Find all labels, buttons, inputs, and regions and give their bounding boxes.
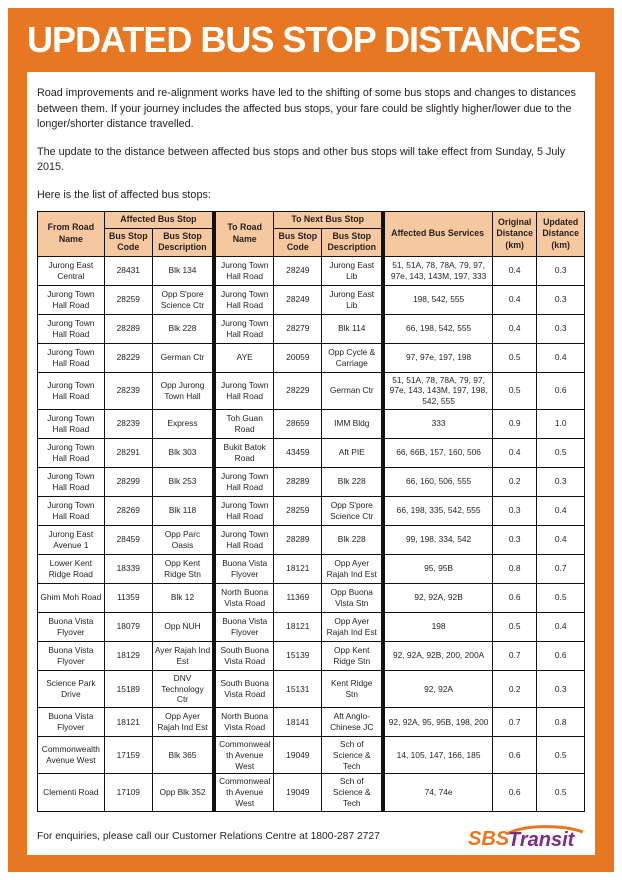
cell-to-next-description: Opp Cycle & Carriage [322, 343, 383, 372]
cell-original-km: 0.3 [493, 496, 537, 525]
cell-affected-description: Blk 12 [152, 583, 214, 612]
title-band [8, 8, 614, 72]
cell-affected-description: Blk 228 [152, 314, 214, 343]
intro-paragraph-3: Here is the list of affected bus stops: [37, 188, 211, 201]
cell-affected-description: Blk 253 [152, 467, 214, 496]
cell-affected-code: 15189 [104, 670, 152, 707]
header-updated-distance: Updated Distance (km) [537, 212, 585, 256]
cell-from-road-name: Commonwealth Avenue West [38, 737, 105, 774]
cell-original-km: 0.3 [493, 525, 537, 554]
header-affected-bus-stop-code: Bus Stop Code [104, 228, 152, 256]
cell-to-next-code: 18121 [274, 612, 322, 641]
cell-affected-description: Blk 118 [152, 496, 214, 525]
table-row [38, 285, 585, 314]
cell-updated-km: 0.5 [537, 438, 585, 467]
cell-to-road-name: Jurong Town Hall Road [214, 467, 274, 496]
cell-affected-description: Blk 365 [152, 737, 214, 774]
table-row [38, 554, 585, 583]
cell-affected-description: Opp NUH [152, 612, 214, 641]
cell-to-next-description: Blk 228 [322, 467, 383, 496]
cell-services: 51, 51A, 78, 78A, 79, 97, 97e, 143, 143M, 197, 333 [383, 256, 492, 285]
cell-to-next-description: Kent Ridge Stn [322, 670, 383, 707]
cell-to-road-name: Buona Vista Flyover [214, 554, 274, 583]
cell-affected-code: 28431 [104, 256, 152, 285]
cell-original-km: 0.7 [493, 708, 537, 737]
cell-updated-km: 0.5 [537, 583, 585, 612]
cell-to-next-description: Aft PIE [322, 438, 383, 467]
cell-services: 66, 66B, 157, 160, 506 [383, 438, 492, 467]
cell-updated-km: 0.4 [537, 525, 585, 554]
cell-services: 99, 198, 334, 542 [383, 525, 492, 554]
cell-to-next-description: German Ctr [322, 372, 383, 409]
cell-to-road-name: Jurong Town Hall Road [214, 285, 274, 314]
cell-to-next-code: 28279 [274, 314, 322, 343]
cell-affected-description: German Ctr [152, 343, 214, 372]
cell-affected-description: Ayer Rajah Ind Est [152, 641, 214, 670]
cell-affected-code: 11359 [104, 583, 152, 612]
logo-sbs-text: SBS [468, 828, 510, 850]
cell-updated-km: 0.4 [537, 496, 585, 525]
sbs-transit-logo [467, 823, 585, 850]
table-row [38, 343, 585, 372]
cell-to-next-description: Opp Ayer Rajah Ind Est [322, 554, 383, 583]
cell-original-km: 0.5 [493, 343, 537, 372]
bus-stop-table [37, 211, 585, 811]
cell-updated-km: 0.6 [537, 372, 585, 409]
cell-affected-code: 28299 [104, 467, 152, 496]
cell-to-road-name: Commonwealth Avenue West [214, 737, 274, 774]
cell-services: 333 [383, 409, 492, 438]
cell-to-next-description: Opp Kent Ridge Stn [322, 641, 383, 670]
cell-to-next-code: 43459 [274, 438, 322, 467]
cell-to-next-code: 28289 [274, 525, 322, 554]
cell-services: 51, 51A, 78, 78A, 79, 97, 97e, 143, 143M, 197, 198, 542, 555 [383, 372, 492, 409]
table-row [38, 583, 585, 612]
cell-affected-code: 17109 [104, 774, 152, 811]
cell-original-km: 0.5 [493, 372, 537, 409]
cell-services: 95, 95B [383, 554, 492, 583]
cell-services: 92, 92A, 95, 95B, 198, 200 [383, 708, 492, 737]
cell-to-next-code: 28249 [274, 285, 322, 314]
enquiries-text: For enquiries, please call our Customer Relations Centre at 1800-287 2727 [37, 831, 380, 842]
cell-affected-code: 28291 [104, 438, 152, 467]
table-row [38, 641, 585, 670]
table-row [38, 612, 585, 641]
cell-to-next-description: Aft Anglo-Chinese JC [322, 708, 383, 737]
cell-updated-km: 0.8 [537, 708, 585, 737]
header-to-next-bus-stop-description: Bus Stop Description [322, 228, 383, 256]
cell-from-road-name: Jurong Town Hall Road [38, 467, 105, 496]
cell-affected-code: 28269 [104, 496, 152, 525]
cell-affected-code: 18121 [104, 708, 152, 737]
cell-updated-km: 0.3 [537, 467, 585, 496]
header-affected-bus-services: Affected Bus Services [383, 212, 492, 256]
cell-updated-km: 0.6 [537, 641, 585, 670]
cell-services: 92, 92A, 92B [383, 583, 492, 612]
cell-original-km: 0.9 [493, 409, 537, 438]
cell-services: 14, 105, 147, 166, 185 [383, 737, 492, 774]
cell-original-km: 0.4 [493, 314, 537, 343]
cell-services: 198 [383, 612, 492, 641]
cell-from-road-name: Jurong Town Hall Road [38, 314, 105, 343]
cell-to-next-description: Sch of Science & Tech [322, 774, 383, 811]
bus-stop-table-body [38, 256, 585, 811]
cell-updated-km: 0.3 [537, 285, 585, 314]
page-title: UPDATED BUS STOP DISTANCES [27, 19, 581, 60]
cell-to-next-code: 28249 [274, 256, 322, 285]
cell-original-km: 0.5 [493, 612, 537, 641]
cell-to-road-name: Commonwealth Avenue West [214, 774, 274, 811]
header-original-distance: Original Distance (km) [493, 212, 537, 256]
cell-to-next-description: Opp Buona Vista Stn [322, 583, 383, 612]
cell-to-next-description: Opp S'pore Science Ctr [322, 496, 383, 525]
table-row [38, 409, 585, 438]
cell-to-road-name: Jurong Town Hall Road [214, 525, 274, 554]
cell-services: 92, 92A, 92B, 200, 200A [383, 641, 492, 670]
cell-updated-km: 0.4 [537, 612, 585, 641]
table-header [38, 212, 585, 256]
cell-affected-code: 28259 [104, 285, 152, 314]
cell-updated-km: 0.3 [537, 256, 585, 285]
logo-transit-text: Transit [508, 829, 575, 850]
cell-affected-description: Blk 134 [152, 256, 214, 285]
cell-services: 66, 198, 335, 542, 555 [383, 496, 492, 525]
cell-from-road-name: Clementi Road [38, 774, 105, 811]
cell-affected-code: 18129 [104, 641, 152, 670]
cell-original-km: 0.4 [493, 438, 537, 467]
cell-from-road-name: Jurong Town Hall Road [38, 372, 105, 409]
cell-to-next-code: 15139 [274, 641, 322, 670]
table-row [38, 256, 585, 285]
header-to-next-bus-stop: To Next Bus Stop [274, 212, 383, 228]
cell-original-km: 0.2 [493, 670, 537, 707]
cell-to-next-description: Opp Ayer Rajah Ind Est [322, 612, 383, 641]
intro-paragraph-1: Road improvements and re-alignment works have led to the shifting of some bus stops and changes to distances between them. If your journey includes the affected bus stops, your fare could be slightly higher/lower due to the longer/shorter distance travelled. [37, 87, 576, 131]
cell-to-next-description: Sch of Science & Tech [322, 737, 383, 774]
cell-to-road-name: Jurong Town Hall Road [214, 372, 274, 409]
cell-affected-code: 28459 [104, 525, 152, 554]
cell-updated-km: 0.5 [537, 774, 585, 811]
table-row [38, 737, 585, 774]
cell-to-next-description: Blk 114 [322, 314, 383, 343]
table-row [38, 314, 585, 343]
table-row [38, 496, 585, 525]
header-to-next-bus-stop-code: Bus Stop Code [274, 228, 322, 256]
cell-to-road-name: Jurong Town Hall Road [214, 496, 274, 525]
cell-updated-km: 0.4 [537, 343, 585, 372]
cell-services: 198, 542, 555 [383, 285, 492, 314]
cell-updated-km: 0.3 [537, 314, 585, 343]
cell-affected-code: 28229 [104, 343, 152, 372]
cell-affected-code: 28289 [104, 314, 152, 343]
intro-paragraph-2: The update to the distance between affected bus stops and other bus stops will take effect from Sunday, 5 July 2015. [37, 145, 566, 174]
cell-affected-code: 17159 [104, 737, 152, 774]
intro-text [37, 74, 585, 211]
cell-services: 92, 92A [383, 670, 492, 707]
cell-affected-description: DNV Technology Ctr [152, 670, 214, 707]
cell-to-next-description: Jurong East Lib [322, 256, 383, 285]
cell-updated-km: 0.3 [537, 670, 585, 707]
cell-from-road-name: Buona Vista Flyover [38, 612, 105, 641]
cell-affected-code: 28239 [104, 409, 152, 438]
cell-from-road-name: Jurong East Central [38, 256, 105, 285]
cell-to-next-code: 28259 [274, 496, 322, 525]
table-row [38, 438, 585, 467]
cell-affected-description: Opp Blk 352 [152, 774, 214, 811]
cell-to-road-name: South Buona Vista Road [214, 670, 274, 707]
cell-from-road-name: Jurong Town Hall Road [38, 496, 105, 525]
table-row [38, 708, 585, 737]
table-row [38, 774, 585, 811]
cell-original-km: 0.6 [493, 583, 537, 612]
cell-from-road-name: Ghim Moh Road [38, 583, 105, 612]
header-affected-bus-stop-description: Bus Stop Description [152, 228, 214, 256]
cell-affected-description: Express [152, 409, 214, 438]
cell-affected-description: Opp Ayer Rajah Ind Est [152, 708, 214, 737]
cell-from-road-name: Science Park Drive [38, 670, 105, 707]
cell-to-next-description: Jurong East Lib [322, 285, 383, 314]
table-row [38, 372, 585, 409]
cell-services: 74, 74e [383, 774, 492, 811]
cell-services: 97, 97e, 197, 198 [383, 343, 492, 372]
cell-updated-km: 0.5 [537, 737, 585, 774]
cell-from-road-name: Jurong Town Hall Road [38, 409, 105, 438]
cell-to-road-name: Buona Vista Flyover [214, 612, 274, 641]
cell-from-road-name: Jurong Town Hall Road [38, 343, 105, 372]
footer [37, 820, 585, 850]
cell-affected-code: 18079 [104, 612, 152, 641]
table-row [38, 670, 585, 707]
cell-affected-description: Opp Jurong Town Hall [152, 372, 214, 409]
cell-to-road-name: South Buona Vista Road [214, 641, 274, 670]
cell-from-road-name: Jurong East Avenue 1 [38, 525, 105, 554]
cell-to-road-name: Toh Guan Road [214, 409, 274, 438]
cell-to-next-description: Blk 228 [322, 525, 383, 554]
cell-to-next-code: 11369 [274, 583, 322, 612]
cell-updated-km: 1.0 [537, 409, 585, 438]
cell-affected-description: Opp Kent Ridge Stn [152, 554, 214, 583]
cell-services: 66, 198, 542, 555 [383, 314, 492, 343]
cell-original-km: 0.8 [493, 554, 537, 583]
cell-to-road-name: Jurong Town Hall Road [214, 256, 274, 285]
cell-to-road-name: North Buona Vista Road [214, 583, 274, 612]
table-row [38, 525, 585, 554]
header-to-road-name: To Road Name [214, 212, 274, 256]
cell-from-road-name: Jurong Town Hall Road [38, 285, 105, 314]
cell-to-next-code: 18121 [274, 554, 322, 583]
cell-to-next-code: 28229 [274, 372, 322, 409]
cell-from-road-name: Lower Kent Ridge Road [38, 554, 105, 583]
cell-affected-description: Opp Parc Oasis [152, 525, 214, 554]
cell-original-km: 0.4 [493, 285, 537, 314]
cell-to-road-name: Jurong Town Hall Road [214, 314, 274, 343]
cell-affected-description: Blk 303 [152, 438, 214, 467]
cell-from-road-name: Buona Vista Flyover [38, 708, 105, 737]
cell-original-km: 0.2 [493, 467, 537, 496]
cell-original-km: 0.7 [493, 641, 537, 670]
cell-affected-description: Opp S'pore Science Ctr [152, 285, 214, 314]
cell-to-road-name: Bukit Batok Road [214, 438, 274, 467]
cell-to-next-code: 28659 [274, 409, 322, 438]
cell-from-road-name: Jurong Town Hall Road [38, 438, 105, 467]
cell-to-next-code: 28289 [274, 467, 322, 496]
cell-to-next-code: 15131 [274, 670, 322, 707]
cell-to-road-name: AYE [214, 343, 274, 372]
cell-to-next-code: 20059 [274, 343, 322, 372]
cell-original-km: 0.4 [493, 256, 537, 285]
cell-affected-code: 18339 [104, 554, 152, 583]
content-panel [27, 72, 595, 855]
cell-original-km: 0.6 [493, 774, 537, 811]
cell-to-next-description: IMM Bldg [322, 409, 383, 438]
table-row [38, 467, 585, 496]
cell-to-next-code: 19049 [274, 737, 322, 774]
cell-updated-km: 0.7 [537, 554, 585, 583]
cell-affected-code: 28239 [104, 372, 152, 409]
cell-to-road-name: North Buona Vista Road [214, 708, 274, 737]
cell-to-next-code: 19049 [274, 774, 322, 811]
cell-services: 66, 160, 506, 555 [383, 467, 492, 496]
orange-frame [8, 8, 614, 872]
cell-to-next-code: 18141 [274, 708, 322, 737]
cell-from-road-name: Buona Vista Flyover [38, 641, 105, 670]
header-from-road-name: From Road Name [38, 212, 105, 256]
header-affected-bus-stop: Affected Bus Stop [104, 212, 214, 228]
cell-original-km: 0.6 [493, 737, 537, 774]
